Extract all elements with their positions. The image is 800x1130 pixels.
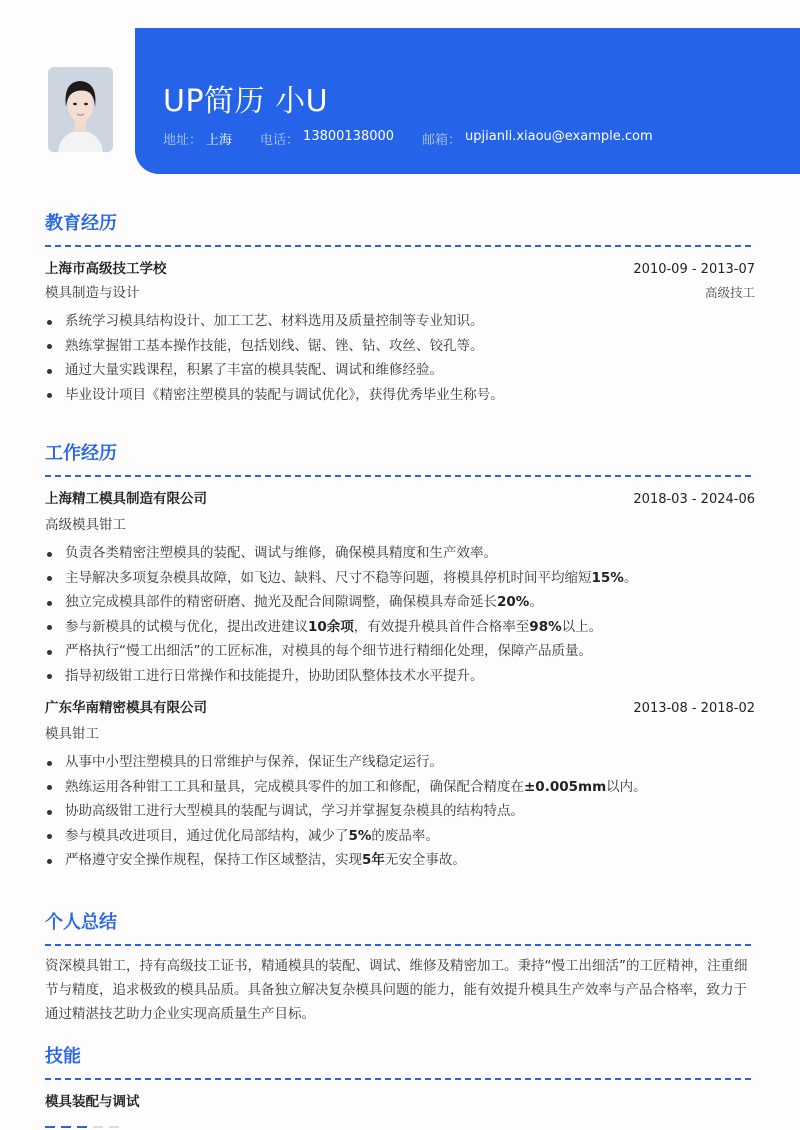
education-date: 2010-09 - 2013-07	[633, 262, 755, 277]
major: 模具制造与设计	[45, 285, 140, 301]
education-entry-sub	[45, 281, 755, 301]
address-label: 地址：	[163, 133, 203, 148]
avatar-photo	[48, 67, 113, 152]
summary-section	[45, 910, 755, 1026]
contact-phone	[260, 129, 394, 148]
list-item: 参与新模具的试模与优化，提出改进建议10余项，有效提升模具首件合格率至98%以上。	[45, 615, 755, 640]
section-title: 个人总结	[45, 912, 117, 933]
work-section	[45, 441, 755, 873]
section-title: 工作经历	[45, 443, 117, 464]
job-position: 模具钳工	[45, 726, 99, 742]
portrait-icon	[48, 67, 113, 152]
list-item: 熟练运用各种钳工工具和量具，完成模具零件的加工和修配，确保配合精度在±0.005mm以内。	[45, 775, 755, 800]
job-date: 2018-03 - 2024-06	[633, 492, 755, 507]
degree: 高级技工	[704, 285, 755, 300]
skill-name: 模具装配与调试	[45, 1094, 140, 1110]
section-divider	[45, 245, 755, 247]
list-item: 系统学习模具结构设计、加工工艺、材料选用及质量控制等专业知识。	[45, 309, 755, 334]
contact-address	[163, 129, 232, 148]
phone-value: 13800138000	[303, 129, 395, 144]
list-item: 毕业设计项目《精密注塑模具的装配与调试优化》，获得优秀毕业生称号。	[45, 383, 755, 408]
address-value: 上海	[206, 133, 233, 148]
skill-level-segment-filled	[45, 1126, 55, 1128]
list-item: 指导初级钳工进行日常操作和技能提升，协助团队整体技术水平提升。	[45, 664, 755, 689]
list-item: 参与模具改进项目，通过优化局部结构，减少了5%的废品率。	[45, 824, 755, 849]
skill-level-segment-filled	[77, 1126, 87, 1128]
list-item: 协助高级钳工进行大型模具的装配与调试，学习并掌握复杂模具的结构特点。	[45, 799, 755, 824]
section-divider	[45, 944, 755, 946]
list-item: 通过大量实践课程，积累了丰富的模具装配、调试和维修经验。	[45, 358, 755, 383]
section-title: 教育经历	[45, 213, 117, 234]
job-bullets	[45, 750, 755, 873]
company-name: 广东华南精密模具有限公司	[45, 700, 207, 716]
skills-section	[45, 1044, 755, 1128]
skill-level-segment-empty	[93, 1126, 103, 1128]
summary-text: 资深模具钳工，持有高级技工证书，精通模具的装配、调试、维修及精密加工。秉持“慢工出细活”的工匠精神，注重细节与精度，追求极致的模具品质。具备独立解决复杂模具问题的能力，能有效提升模具生产效率与产品合格率，致力于通过精湛技艺助力企业实现高质量生产目标。	[45, 958, 748, 1022]
education-bullets	[45, 309, 755, 407]
list-item: 从事中小型注塑模具的日常维护与保养，保证生产线稳定运行。	[45, 750, 755, 775]
candidate-name: UP简历 小U	[163, 84, 329, 119]
list-item: 负责各类精密注塑模具的装配、调试与维修，确保模具精度和生产效率。	[45, 541, 755, 566]
job-bullets	[45, 541, 755, 688]
list-item: 独立完成模具部件的精密研磨、抛光及配合间隙调整，确保模具寿命延长20%。	[45, 590, 755, 615]
list-item: 严格遵守安全操作规程，保持工作区域整洁，实现5年无安全事故。	[45, 848, 755, 873]
job-date: 2013-08 - 2018-02	[633, 701, 755, 716]
company-name: 上海精工模具制造有限公司	[45, 491, 207, 507]
section-title: 技能	[45, 1046, 81, 1067]
skill-level-segment-empty	[109, 1126, 119, 1128]
phone-label: 电话：	[260, 133, 300, 148]
skill-level-segment-filled	[61, 1126, 71, 1128]
contact-email	[422, 129, 653, 148]
education-entry-header	[45, 257, 755, 277]
email-label: 邮箱：	[422, 133, 462, 148]
list-item: 熟练掌握钳工基本操作技能，包括划线、锯、锉、钻、攻丝、铰孔等。	[45, 334, 755, 359]
section-divider	[45, 475, 755, 477]
school-name: 上海市高级技工学校	[45, 261, 167, 277]
list-item: 严格执行“慢工出细活”的工匠标准，对模具的每个细节进行精细化处理，保障产品质量。	[45, 639, 755, 664]
skill-level-bar	[45, 1126, 755, 1128]
job-entry-header	[45, 487, 755, 507]
contact-info	[163, 129, 681, 148]
job-entry-header	[45, 696, 755, 716]
list-item: 主导解决多项复杂模具故障，如飞边、缺料、尺寸不稳等问题，将模具停机时间平均缩短15%。	[45, 566, 755, 591]
job-position: 高级模具钳工	[45, 517, 126, 533]
education-section	[45, 211, 755, 407]
section-divider	[45, 1078, 755, 1080]
email-value: upjianli.xiaou@example.com	[465, 129, 653, 144]
